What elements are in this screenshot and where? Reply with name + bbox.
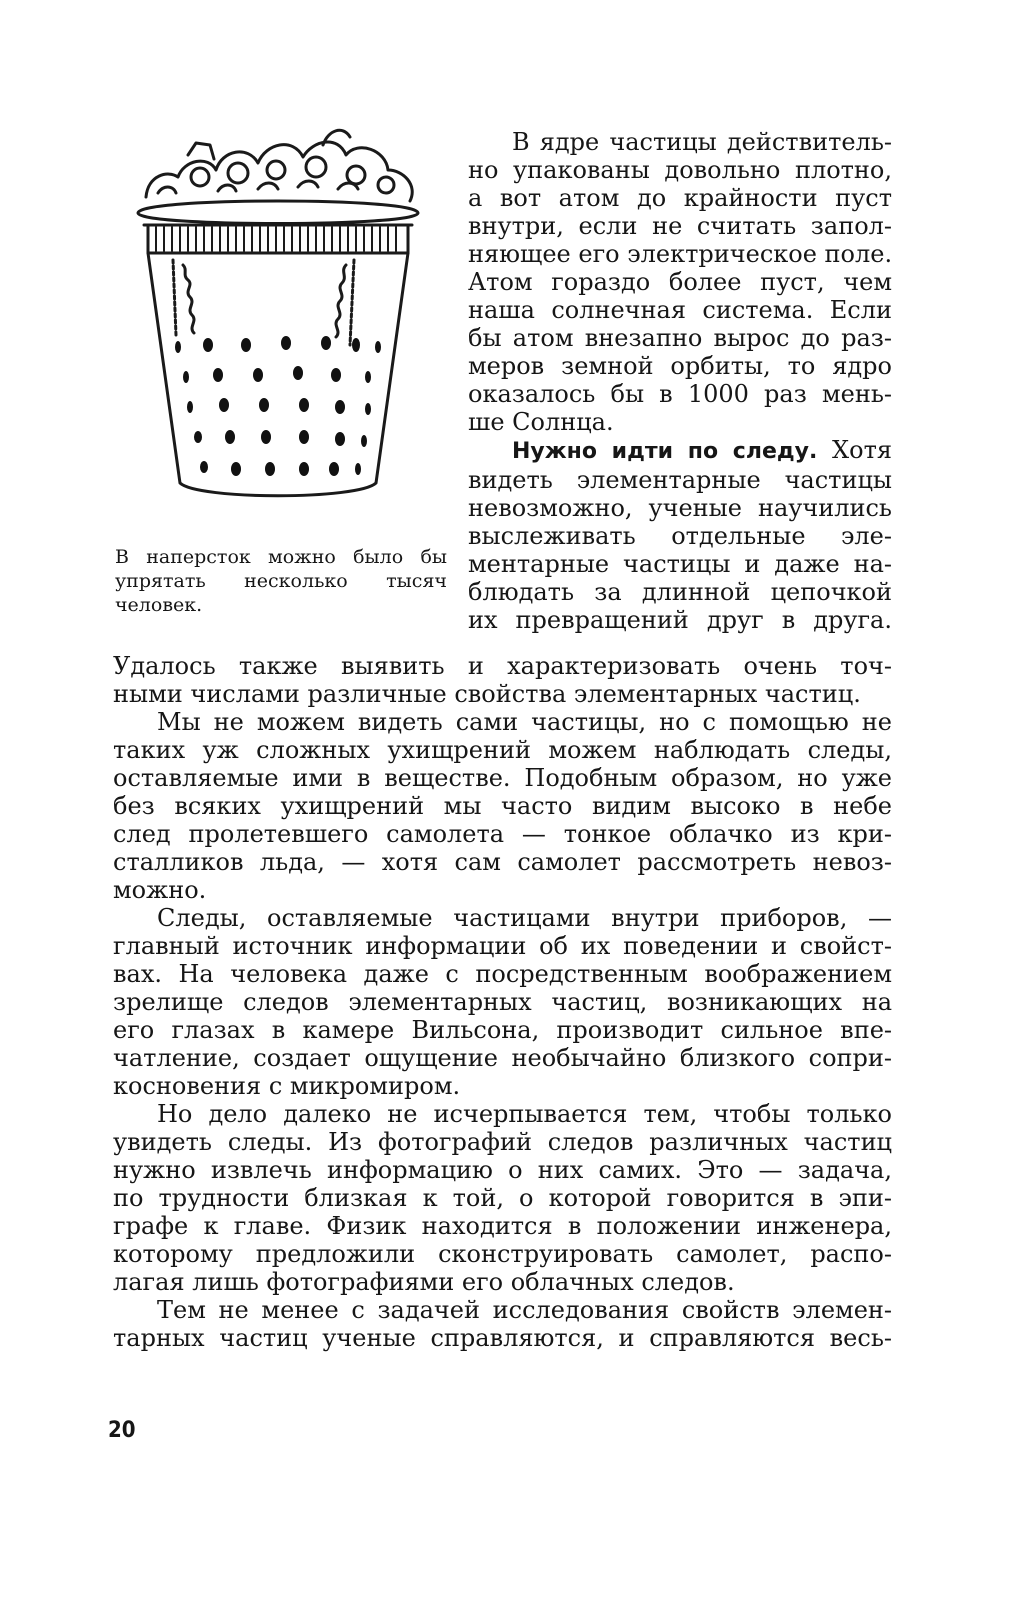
- text-line: которому предложили сконструировать самолет, распо-: [113, 1240, 892, 1268]
- caption-line: В наперсток можно было бы: [115, 546, 447, 568]
- section-heading: Нужно идти по следу.: [512, 439, 818, 464]
- text-line: В ядре частицы действитель-: [512, 128, 892, 156]
- text-line: графе к главе. Физик находится в положении инженера,: [113, 1212, 892, 1240]
- text-line: видеть элементарные частицы: [468, 466, 892, 494]
- text-line: но упакованы довольно плотно,: [468, 156, 892, 184]
- caption-line: человек.: [115, 594, 203, 616]
- text-line: лагая лишь фотографиями его облачных следов.: [113, 1268, 735, 1296]
- text-line: бы атом внезапно вырос до раз-: [468, 324, 892, 352]
- text-line: меров земной орбиты, то ядро: [468, 352, 892, 380]
- text-line: ментарные частицы и даже на-: [468, 550, 892, 578]
- caption-line: упрятать несколько тысяч: [115, 570, 447, 592]
- page-number: 20: [108, 1418, 136, 1443]
- text-line: можно.: [113, 876, 207, 904]
- text-line: Следы, оставляемые частицами внутри приборов, —: [157, 904, 892, 932]
- text-line: нужно извлечь информацию о них самих. Это — задача,: [113, 1156, 892, 1184]
- text-line: внутри, если не считать запол-: [468, 212, 892, 240]
- text-line: оказалось бы в 1000 раз мень-: [468, 380, 892, 408]
- text-line: его глазах в камере Вильсона, производит сильное впе-: [113, 1016, 892, 1044]
- text-line: а вот атом до крайности пуст: [468, 184, 892, 212]
- text-line: по трудности близкая к той, о которой говорится в эпи-: [113, 1184, 892, 1212]
- side-column-text: [468, 128, 892, 634]
- text-line: увидеть следы. Из фотографий следов различных частиц: [113, 1128, 892, 1156]
- text-line: таких уж сложных ухищрений можем наблюдать следы,: [113, 736, 892, 764]
- text-line: невозможно, ученые научились: [468, 494, 892, 522]
- section-heading-line: [468, 436, 892, 466]
- thimble-illustration: [118, 115, 436, 535]
- text-line: след пролетевшего самолета — тонкое облачко из кри-: [113, 820, 892, 848]
- text-line: ными числами различные свойства элементарных частиц.: [113, 680, 861, 708]
- text-line: косновения с микромиром.: [113, 1072, 461, 1100]
- main-column-text: [113, 652, 892, 1352]
- text-line: главный источник информации об их поведении и свойст-: [113, 932, 892, 960]
- text-line: Мы не можем видеть сами частицы, но с помощью не: [157, 708, 892, 736]
- text-line: Тем не менее с задачей исследования свойств элемен-: [157, 1296, 892, 1324]
- text-line: чатление, создает ощущение необычайно близкого сопри-: [113, 1044, 892, 1072]
- text-line: наша солнечная система. Если: [468, 296, 892, 324]
- text-line: тарных частиц ученые справляются, и справляются весь-: [113, 1324, 892, 1352]
- text-line: Но дело далеко не исчерпывается тем, чтобы только: [157, 1100, 892, 1128]
- text-line: их превращений друг в друга.: [468, 606, 892, 634]
- text-line: оставляемые ими в веществе. Подобным образом, но уже: [113, 764, 892, 792]
- figure-caption: [115, 545, 447, 617]
- text-line: ше Солнца.: [468, 408, 614, 436]
- text-fragment: Хотя: [832, 436, 892, 464]
- text-line: Атом гораздо более пуст, чем: [468, 268, 892, 296]
- text-line: Удалось также выявить и характеризовать очень точ-: [113, 652, 892, 680]
- text-line: блюдать за длинной цепочкой: [468, 578, 892, 606]
- text-line: зрелище следов элементарных частиц, возникающих на: [113, 988, 892, 1016]
- text-line: сталликов льда, — хотя сам самолет рассмотреть невоз-: [113, 848, 892, 876]
- text-line: няющее его электрическое поле.: [468, 240, 893, 268]
- text-line: выслеживать отдельные эле-: [468, 522, 892, 550]
- text-line: вах. На человека даже с посредственным воображением: [113, 960, 892, 988]
- text-line: без всяких ухищрений мы часто видим высоко в небе: [113, 792, 892, 820]
